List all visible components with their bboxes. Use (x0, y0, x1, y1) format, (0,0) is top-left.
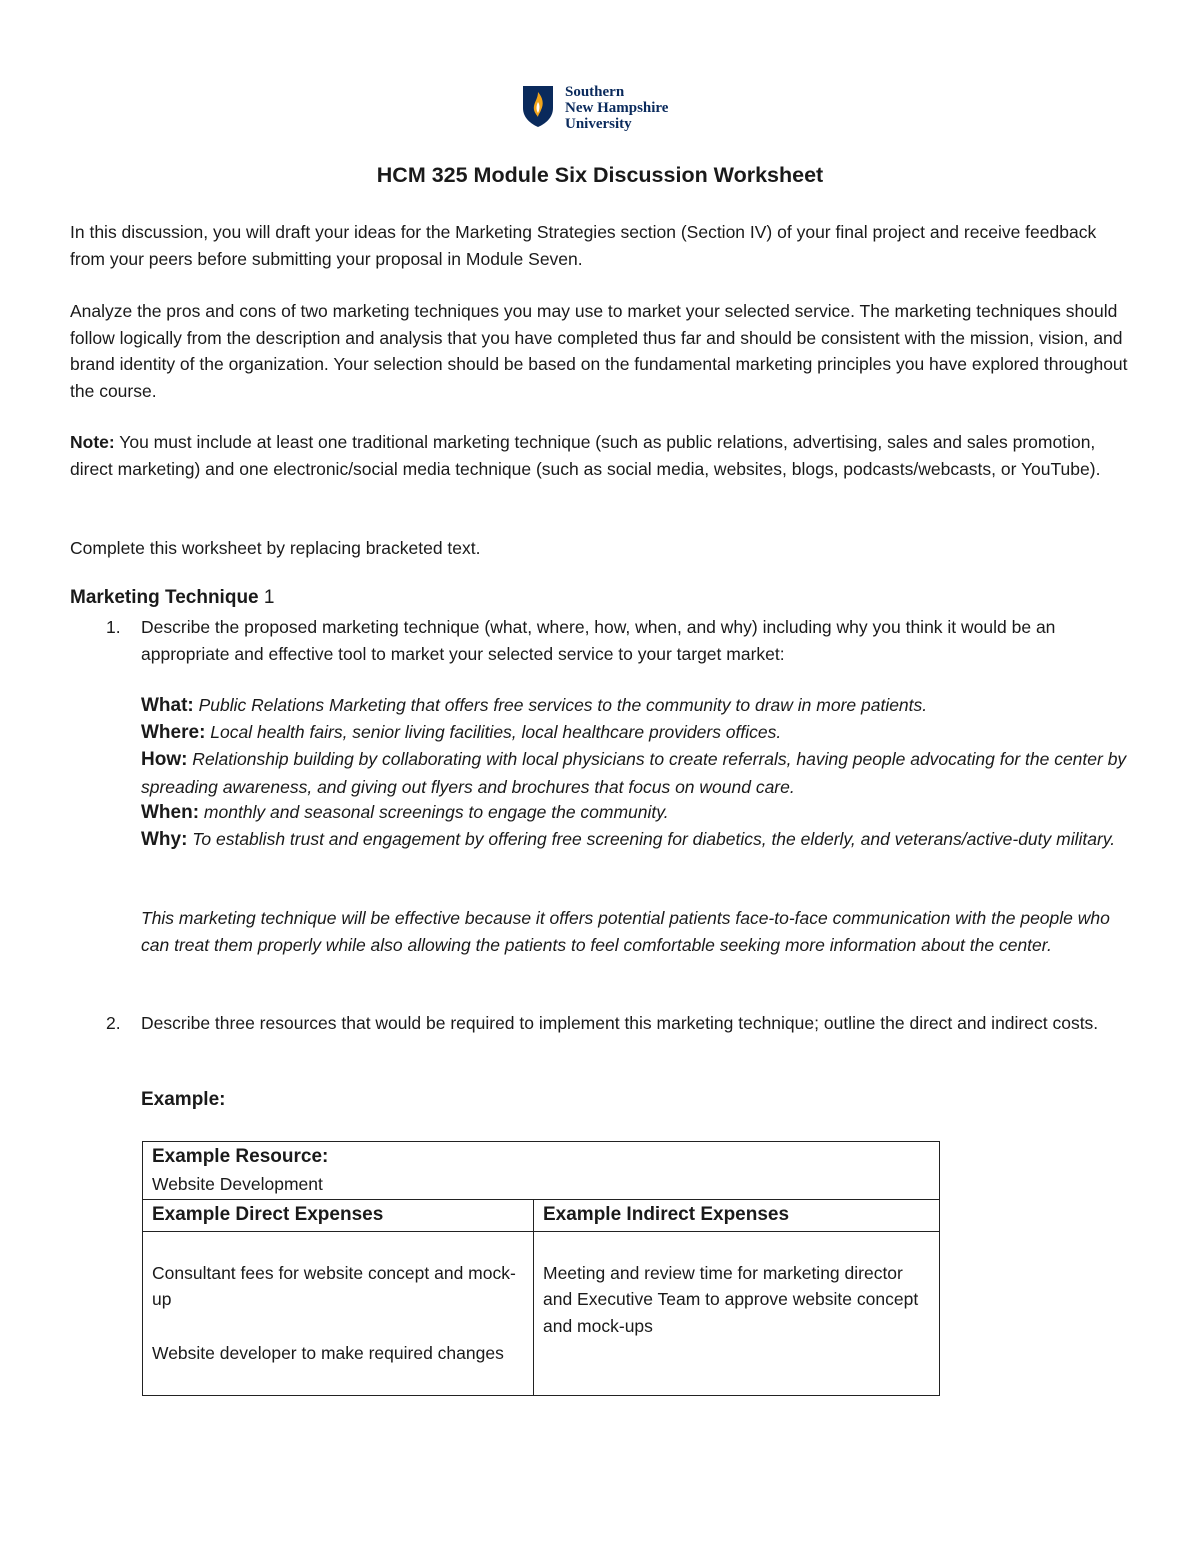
answer-where (141, 719, 1131, 747)
resource-cell (143, 1142, 940, 1200)
example-table (142, 1141, 940, 1396)
answer-effectiveness: This marketing technique will be effective because it offers potential patients face-to-face communication with the people who can treat them properly while also allowing the patients to feel comfortable seeking more information about the center. (141, 908, 1110, 955)
answer-why (141, 826, 1131, 854)
answer-what (141, 692, 1131, 720)
analyze-paragraph: Analyze the pros and cons of two marketing techniques you may use to market your selected service. The marketing techniques should follow logically from the description and analysis that you have completed thus far and should be consistent with the mission, vision, and brand identity of the organization. Your selection should be based on the fundamental marketing principles you have explored throughout the course. (70, 301, 1128, 401)
what-label: What: (141, 695, 194, 716)
how-label: How: (141, 749, 188, 770)
answer-when (141, 799, 1131, 827)
indirect-expenses-header: Example Indirect Expenses (534, 1200, 940, 1232)
table-row (143, 1200, 940, 1232)
direct-expense-1: Consultant fees for website concept and mock-up (152, 1262, 516, 1309)
where-label: Where: (141, 722, 206, 743)
resource-label: Example Resource: (152, 1146, 329, 1167)
intro-paragraph: In this discussion, you will draft your ideas for the Marketing Strategies section (Section IV) of your final project and receive feedback from your peers before submitting your proposal in Module Seven. (70, 222, 1097, 269)
instructions-paragraph: Complete this worksheet by replacing bracketed text. (70, 538, 481, 558)
note-text: You must include at least one traditional marketing technique (such as public relations, advertising, sales and sales promotion, direct marketing) and one electronic/social media technique (such as social media, websites, blogs, podcasts/webcasts, or YouTube). (70, 432, 1101, 479)
direct-expense-2: Website developer to make required changes (152, 1342, 504, 1363)
logo-line-2: New Hampshire (565, 100, 669, 116)
indirect-expense-1: Meeting and review time for marketing director and Executive Team to approve website concept and mock-ups (543, 1262, 919, 1336)
list-item-1-text: Describe the proposed marketing technique (what, where, how, when, and why) including why you think it would be an appropriate and effective tool to market your selected service to your target market: (141, 617, 1056, 664)
university-logo (521, 84, 691, 130)
when-label: When: (141, 802, 200, 823)
why-label: Why: (141, 829, 188, 850)
shield-flame-icon (521, 84, 555, 128)
indirect-expenses-cell (534, 1231, 940, 1395)
why-text: To establish trust and engagement by offering free screening for diabetics, the elderly, and veterans/active-duty military. (187, 829, 1116, 849)
logo-line-1: Southern (565, 84, 625, 100)
table-row (143, 1142, 940, 1200)
section-heading (70, 587, 274, 609)
answer-how (141, 746, 1131, 800)
resource-value: Website Development (152, 1173, 323, 1194)
direct-expenses-header: Example Direct Expenses (143, 1200, 534, 1232)
table-row (143, 1231, 940, 1395)
direct-expenses-cell (143, 1231, 534, 1395)
example-label: Example: (141, 1089, 226, 1110)
note-paragraph (70, 429, 1135, 482)
section-heading-number: 1 (258, 587, 275, 608)
list-item-2-number: 2. (106, 1013, 121, 1033)
when-text: monthly and seasonal screenings to engage the community. (199, 802, 669, 822)
list-item-2-text: Describe three resources that would be required to implement this marketing technique; outline the direct and indirect costs. (141, 1013, 1099, 1033)
where-text: Local health fairs, senior living facilities, local healthcare providers offices. (205, 722, 782, 742)
how-text: Relationship building by collaborating with local physicians to create referrals, having people advocating for the center by spreading awareness, and giving out flyers and brochures that focus on wound care. (141, 749, 1127, 797)
what-text: Public Relations Marketing that offers free services to the community to draw in more patients. (193, 695, 928, 715)
list-item-1-number: 1. (106, 617, 121, 637)
note-label: Note: (70, 432, 115, 452)
logo-line-3: University (565, 116, 632, 132)
document-title: HCM 325 Module Six Discussion Worksheet (376, 163, 824, 187)
section-heading-text: Marketing Technique (70, 587, 259, 608)
logo-wordmark (565, 84, 668, 132)
